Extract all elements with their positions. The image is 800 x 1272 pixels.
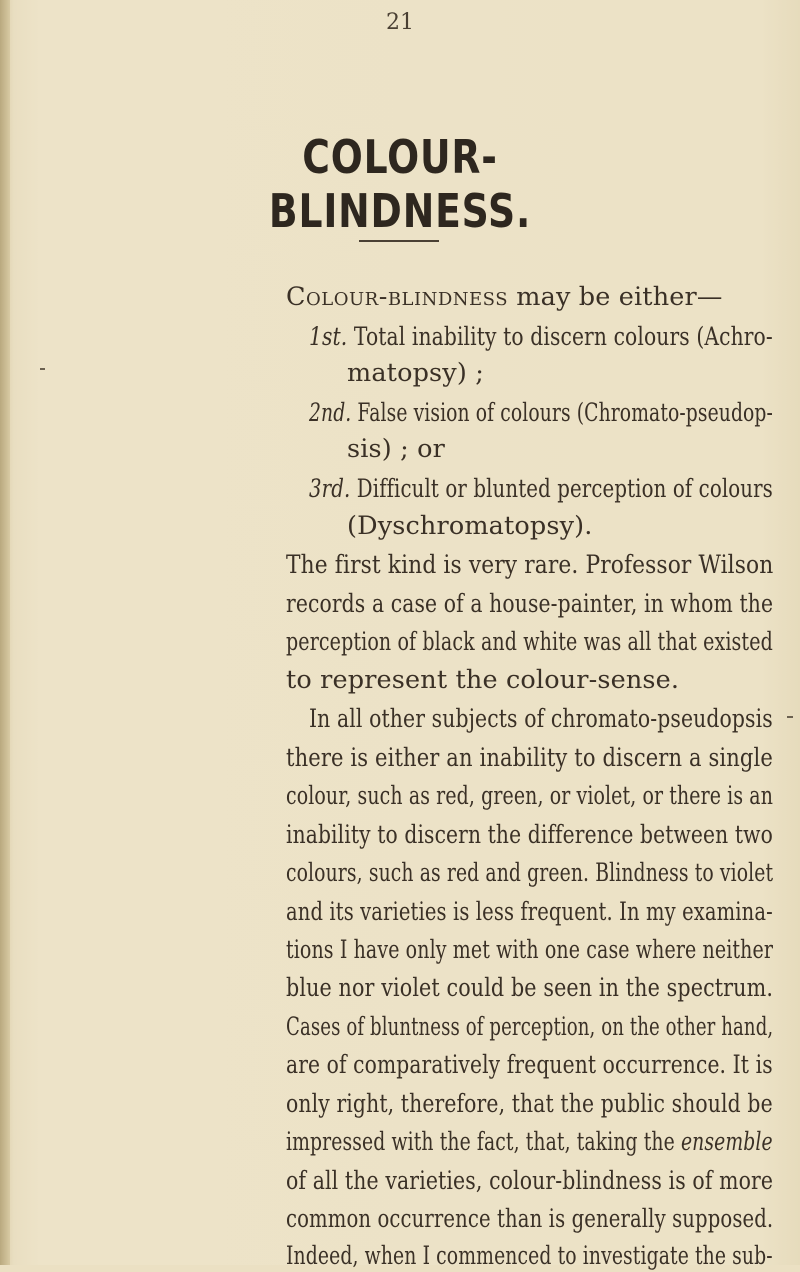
- ordinal-label: 3rd.: [309, 474, 351, 504]
- text-line: [286, 1240, 773, 1272]
- text-line: [286, 819, 773, 851]
- text-line: [286, 1049, 773, 1081]
- line-text: are of comparatively frequent occurrence. It is: [286, 1050, 773, 1080]
- line-text: and its varieties is less frequent. In my examina-: [286, 897, 773, 927]
- list-item-1-continuation: [347, 357, 484, 389]
- page-gutter: [0, 0, 10, 1265]
- text-line: [286, 549, 773, 581]
- text-line: [286, 742, 773, 774]
- line-text: impressed with the fact, that, taking the: [286, 1127, 681, 1157]
- line-text: sis) ; or: [347, 434, 445, 464]
- line-text: may be either—: [508, 282, 723, 312]
- ordinal-label: 1st.: [309, 322, 348, 352]
- line-text: Indeed, when I commenced to investigate the sub-: [286, 1241, 773, 1271]
- chapter-title: COLOUR-BLINDNESS.: [268, 130, 532, 238]
- line-text: inability to discern the difference between two: [286, 820, 773, 850]
- text-line: [309, 703, 773, 735]
- text-line: [286, 626, 773, 658]
- text-line: [286, 1126, 773, 1158]
- line-text: Cases of bluntness of perception, on the other hand,: [286, 1012, 774, 1042]
- line-text: tions I have only met with one case where neither: [286, 935, 774, 965]
- text-line: [286, 1165, 773, 1197]
- title-rule: [359, 240, 439, 242]
- text-line: [286, 1011, 773, 1043]
- ordinal-label: 2nd.: [309, 398, 352, 428]
- margin-mark: [787, 716, 793, 718]
- text-line: [286, 972, 773, 1004]
- line-text: colour, such as red, green, or violet, or there is an: [286, 781, 774, 811]
- text-line: [286, 664, 679, 696]
- text-line: [286, 281, 723, 313]
- italic-word: ensemble: [680, 1127, 773, 1157]
- list-item-2-continuation: [347, 433, 445, 465]
- line-text: Total inability to discern colours (Achro-: [347, 322, 773, 352]
- text-line: [286, 588, 773, 620]
- text-line: [286, 896, 773, 928]
- list-item-3-continuation: [347, 510, 593, 542]
- line-text: only right, therefore, that the public should be: [286, 1089, 773, 1119]
- text-line: [286, 1203, 773, 1235]
- opening-small-caps: Colour-blindness: [286, 282, 509, 312]
- line-text: there is either an inability to discern a single: [286, 743, 773, 773]
- text-line: [286, 934, 773, 966]
- line-text: perception of black and white was all that existed: [286, 627, 773, 657]
- list-item-2: [309, 397, 773, 429]
- line-text: to represent the colour-sense.: [286, 665, 680, 695]
- page-number: 21: [386, 10, 414, 35]
- line-text: False vision of colours (Chromato-pseudop-: [351, 398, 773, 428]
- line-text: blue nor violet could be seen in the spectrum.: [286, 973, 774, 1003]
- line-text: (Dyschromatopsy).: [347, 511, 593, 541]
- line-text: The first kind is very rare. Professor Wilson: [286, 550, 774, 580]
- line-text: Difficult or blunted perception of colours: [350, 474, 773, 504]
- line-text: of all the varieties, colour-blindness is of more: [286, 1166, 774, 1196]
- line-text: records a case of a house-painter, in whom the: [286, 589, 774, 619]
- line-text: colours, such as red and green. Blindness to violet: [286, 858, 774, 888]
- line-text: matopsy) ;: [347, 358, 484, 388]
- list-item-3: [309, 473, 773, 505]
- text-line: [286, 780, 773, 812]
- text-line: [286, 1088, 773, 1120]
- list-item-1: [309, 321, 773, 353]
- text-line: [286, 857, 773, 889]
- line-text: In all other subjects of chromato-pseudopsis: [309, 704, 773, 734]
- line-text: common occurrence than is generally supposed.: [286, 1204, 774, 1234]
- margin-mark: [40, 368, 45, 370]
